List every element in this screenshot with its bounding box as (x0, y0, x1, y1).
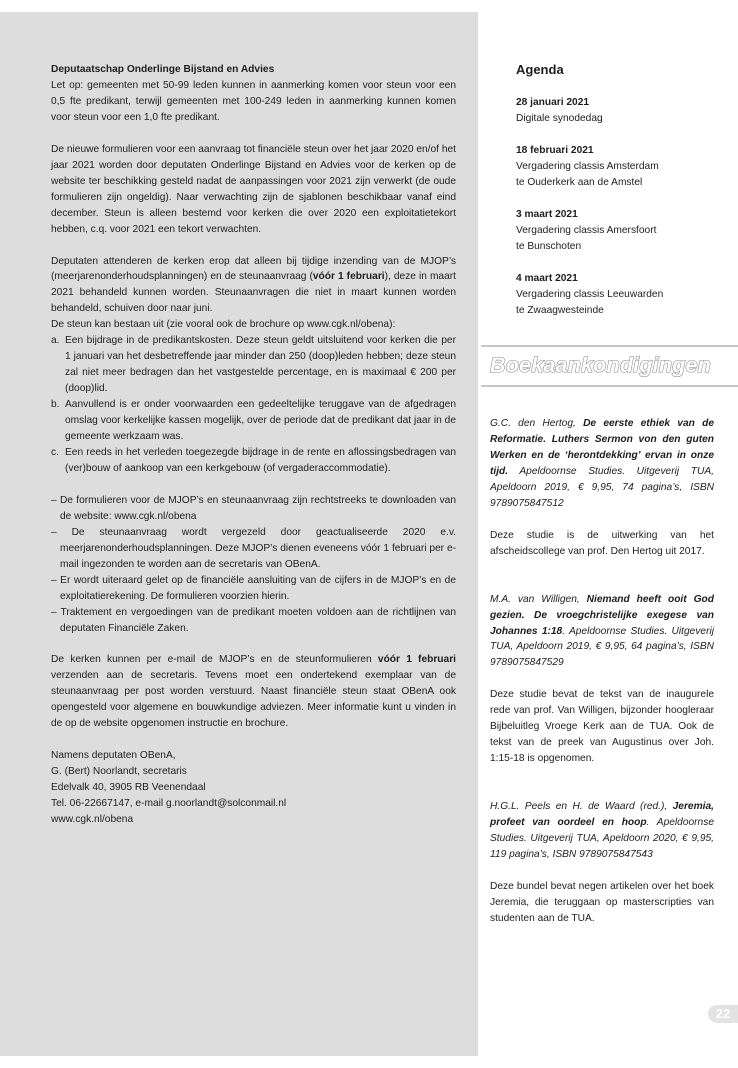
agenda-line: Digitale synodedag (516, 112, 603, 124)
list-item: – De formulieren voor de MJOP’s en steunaanvraag zijn rechtstreeks te downloaden van de website: www.cgk.nl/obena (51, 494, 456, 522)
list-item: – Traktement en vergoedingen van de predikant moeten voldoen aan de richtlijnen van deputaten Financiële Zaken. (51, 606, 456, 634)
list-item: b. Aanvullend is er onder voorwaarden een gedeeltelijke teruggave van de afgedragen omslag voor kerkelijke kassen mogelijk, over de periode dat de predikant dat jaar in de gemeente werkzaam was. (51, 399, 456, 443)
book-description: Deze bundel bevat negen artikelen over het boek Jeremia, die teruggaan op masterscripties van studenten aan de TUA. (490, 880, 714, 924)
list-item: a. Een bijdrage in de predikantskosten. Deze steun geldt uitsluitend voor kerken die per 1 januari van het desbetreffende jaar minder dan 250 (doop)leden hebben; deze steun zal niet meer bedragen dan het vastgestelde percentage, en is maximaal € 200 per (doop)lid. (51, 335, 456, 395)
agenda-date: 28 januari 2021 (516, 97, 590, 108)
signature-line: Edelvalk 40, 3905 RB Veenendaal (51, 782, 206, 794)
heading-bottom-rule (481, 385, 738, 387)
agenda-line: te Ouderkerk aan de Amstel (516, 176, 643, 188)
agenda-date: 18 februari 2021 (516, 144, 594, 156)
book-description: Deze studie is de uitwerking van het afscheidscollege van prof. Den Hertog uit 2017. (490, 529, 714, 557)
signature-line: Namens deputaten OBenA, (51, 750, 176, 762)
intro-paragraph: Let op: gemeenten met 50-99 leden kunnen in aanmerking komen voor steun voor een 0,5 fte predikant, terwijl gemeenten met 100-249 leden in aanmerking kunnen komen voor steun voor een 1,0 fte predikant. (51, 79, 456, 123)
agenda-line: Vergadering classis Leeuwarden (516, 288, 664, 300)
agenda-item (516, 271, 716, 319)
signature-line: www.cgk.nl/obena (51, 814, 134, 826)
heading-top-rule (481, 345, 738, 347)
signature-line: Tel. 06-22667147, e-mail g.noorlandt@solconmail.nl (51, 798, 287, 810)
agenda-line: te Bunschoten (516, 240, 582, 252)
book-announcements (490, 416, 714, 927)
list-item: – Er wordt uiteraard gelet op de financiële aansluiting van de cijfers in de MJOP’s en de exploitatierekening. De formulieren voorzien hierin. (51, 574, 456, 602)
page-number: 22 (708, 1005, 738, 1023)
boekaankondigingen-heading: Boekaankondigingen (490, 353, 712, 377)
agenda-item (516, 95, 716, 127)
deadline-paragraph: Deputaten attenderen de kerken erop dat alleen bij tijdige inzending van de MJOP’s (meerjarenonderhoudsplanningen) en de steunaanvraag (vóór 1 februari), deze in maart 2021 behandeld kunnen worden. Steunaanvragen die niet in maart kunnen worden behandeld, schuiven door naar juni. (51, 255, 456, 315)
book-reference: M.A. van Willigen, Niemand heeft ooit God gezien. De vroegchristelijke exegese van Johannes 1:18. Apeldoornse Studies. Uitgeverij TUA, Apeldoorn 2019, € 9,95, 64 pagina’s, ISBN 9789075847529 (490, 593, 715, 669)
book-description: Deze studie bevat de tekst van de inaugurele rede van prof. Van Willigen, bijzonder hoogleraar Bijbeluitleg Vroege Kerk aan de TUA. Ook de tekst van de preek van Augustinus over Joh. 1:15-18 is opgenomen. (490, 689, 714, 765)
support-intro: De steun kan bestaan uit (zie vooral ook de brochure op www.cgk.nl/obena): (51, 319, 396, 331)
list-item: c. Een reeds in het verleden toegezegde bijdrage in de rente en aflossingsbedragen van (ver)bouw of aankoop van een kerkgebouw (of vergaderaccommodatie). (51, 446, 456, 474)
agenda-line: te Zwaagwesteinde (516, 304, 604, 316)
support-list (51, 333, 456, 477)
agenda-title: Agenda (516, 62, 564, 77)
signature-line: G. (Bert) Noorlandt, secretaris (51, 766, 187, 778)
list-item: – De steunaanvraag wordt vergezeld door geactualiseerde 2020 e.v. meerjarenonderhoudsplanningen. Deze MJOP’s dienen eveneens vóór 1 februari per e-mail ingezonden te worden aan de secretaris van OBenA. (51, 526, 456, 570)
agenda-date: 3 maart 2021 (516, 208, 578, 220)
agenda-list (516, 95, 716, 334)
signature-block (51, 748, 456, 828)
obena-article (51, 62, 456, 828)
agenda-line: Vergadering classis Amersfoort (516, 224, 657, 236)
agenda-date: 4 maart 2021 (516, 272, 578, 284)
book-reference: H.G.L. Peels en H. de Waard (red.), Jeremia, profeet van oordeel en hoop. Apeldoornse Studies. Uitgeverij TUA, Apeldoorn 2020, € 9,95, 119 pagina’s, ISBN 9789075847543 (490, 801, 714, 861)
agenda-line: Vergadering classis Amsterdam (516, 160, 659, 172)
agenda-item (516, 143, 716, 191)
book-reference: G.C. den Hertog, De eerste ethiek van de Reformatie. Luthers Sermon von den guten Werken en de ‘herontdekking’ ervan in onze tijd. Apeldoornse Studies. Uitgeverij TUA, Apeldoorn 2019, € 9,95, 74 pagina’s, ISBN 9789075847512 (490, 418, 714, 509)
agenda-item (516, 207, 716, 255)
notes-list (51, 493, 456, 637)
email-paragraph: De kerken kunnen per e-mail de MJOP’s en de steunformulieren vóór 1 februari verzenden aan de secretaris. Tevens moet een ondertekend exemplaar van de steunaanvraag per post worden verstuurd. Naast financiële steun staat OBenA ook opengesteld voor algemene en bouwkundige adviezen. Meer informatie kunt u vinden in de op de website opgenomen instructie en brochure. (51, 654, 456, 730)
article-title: Deputaatschap Onderlinge Bijstand en Advies (51, 64, 275, 75)
forms-paragraph: De nieuwe formulieren voor een aanvraag tot financiële steun over het jaar 2020 en/of het jaar 2021 worden door deputaten Onderlinge Bijstand en Advies voor de kerken op de website ter beschikking gesteld nadat de aanpassingen voor 2021 zijn verwerkt (de oude formulieren zijn ongeldig). Naar verwachting zijn de sjablonen beschikbaar vanaf eind december. Steun is alleen bestemd voor kerken die over 2020 een exploitatietekort hebben, c.q. voor 2021 een tekort verwachten. (51, 143, 456, 235)
